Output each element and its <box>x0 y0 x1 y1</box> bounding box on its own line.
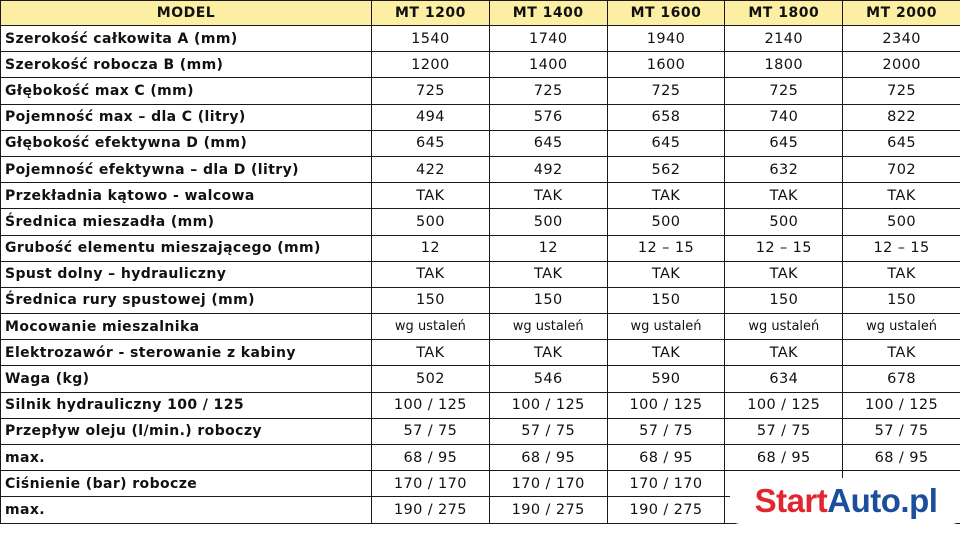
row-label: Mocowanie mieszalnika <box>1 314 372 340</box>
cell-value: 546 <box>489 366 607 392</box>
header-row <box>1 1 960 26</box>
cell-value: TAK <box>607 340 725 366</box>
cell-value: 170 / 170 <box>489 471 607 497</box>
table-row <box>1 340 960 366</box>
cell-value: 150 <box>725 287 843 313</box>
cell-value: 68 / 95 <box>489 445 607 471</box>
row-label: Spust dolny – hydrauliczny <box>1 261 372 287</box>
cell-value: 1940 <box>607 26 725 52</box>
cell-value: TAK <box>372 183 490 209</box>
cell-value: TAK <box>725 183 843 209</box>
header-mt-2000: MT 2000 <box>843 1 960 26</box>
cell-value: 492 <box>489 156 607 182</box>
table-row <box>1 209 960 235</box>
cell-value: TAK <box>843 183 960 209</box>
cell-value: 645 <box>843 130 960 156</box>
cell-value: TAK <box>489 261 607 287</box>
cell-value: 150 <box>607 287 725 313</box>
cell-value: TAK <box>372 340 490 366</box>
cell-value: 170 / 170 <box>607 471 725 497</box>
cell-value: 740 <box>725 104 843 130</box>
row-label: Grubość elementu mieszającego (mm) <box>1 235 372 261</box>
cell-value: 12 – 15 <box>725 235 843 261</box>
cell-value: 590 <box>607 366 725 392</box>
cell-value: 725 <box>607 78 725 104</box>
cell-value: 562 <box>607 156 725 182</box>
row-label: Pojemność max – dla C (litry) <box>1 104 372 130</box>
row-label: Średnica mieszadła (mm) <box>1 209 372 235</box>
cell-value: 500 <box>489 209 607 235</box>
table-row <box>1 314 960 340</box>
cell-value: 576 <box>489 104 607 130</box>
row-label: Głębokość max C (mm) <box>1 78 372 104</box>
cell-value: 1200 <box>372 52 490 78</box>
cell-value: 100 / 125 <box>843 392 960 418</box>
cell-value: 1400 <box>489 52 607 78</box>
cell-value: 725 <box>843 78 960 104</box>
cell-value: TAK <box>607 183 725 209</box>
cell-value: 57 / 75 <box>725 418 843 444</box>
cell-value: 678 <box>843 366 960 392</box>
cell-value: 494 <box>372 104 490 130</box>
cell-value: 190 / 275 <box>489 497 607 523</box>
cell-value: 190 / 275 <box>372 497 490 523</box>
cell-value: 725 <box>372 78 490 104</box>
header-mt-1800: MT 1800 <box>725 1 843 26</box>
cell-value: 502 <box>372 366 490 392</box>
row-label: Pojemność efektywna – dla D (litry) <box>1 156 372 182</box>
table-row <box>1 183 960 209</box>
table-row <box>1 445 960 471</box>
cell-value: 702 <box>843 156 960 182</box>
cell-value: 822 <box>843 104 960 130</box>
table-row <box>1 287 960 313</box>
cell-value: wg ustaleń <box>607 314 725 340</box>
row-label: max. <box>1 497 372 523</box>
cell-value: 68 / 95 <box>725 445 843 471</box>
cell-value: 57 / 75 <box>607 418 725 444</box>
cell-value: 500 <box>607 209 725 235</box>
header-mt-1200: MT 1200 <box>372 1 490 26</box>
cell-value: wg ustaleń <box>843 314 960 340</box>
cell-value: 100 / 125 <box>372 392 490 418</box>
table-row <box>1 52 960 78</box>
cell-value: TAK <box>725 340 843 366</box>
cell-value: 170 / 170 <box>372 471 490 497</box>
cell-value: 500 <box>725 209 843 235</box>
cell-value: 2340 <box>843 26 960 52</box>
cell-value: TAK <box>372 261 490 287</box>
row-label: Przepływ oleju (l/min.) roboczy <box>1 418 372 444</box>
table-row <box>1 418 960 444</box>
cell-value: 725 <box>725 78 843 104</box>
cell-value: 12 – 15 <box>607 235 725 261</box>
header-mt-1400: MT 1400 <box>489 1 607 26</box>
cell-value: 68 / 95 <box>372 445 490 471</box>
cell-value: 68 / 95 <box>607 445 725 471</box>
table-row <box>1 366 960 392</box>
cell-value: 645 <box>607 130 725 156</box>
table-row <box>1 156 960 182</box>
cell-value: 1800 <box>725 52 843 78</box>
cell-value: 12 <box>372 235 490 261</box>
cell-value: 1600 <box>607 52 725 78</box>
table-row <box>1 392 960 418</box>
table-row <box>1 78 960 104</box>
row-label: Szerokość robocza B (mm) <box>1 52 372 78</box>
cell-value: 645 <box>489 130 607 156</box>
table-row <box>1 26 960 52</box>
cell-value: 150 <box>489 287 607 313</box>
cell-value: 500 <box>372 209 490 235</box>
row-label: max. <box>1 445 372 471</box>
row-label: Silnik hydrauliczny 100 / 125 <box>1 392 372 418</box>
cell-value: 57 / 75 <box>489 418 607 444</box>
cell-value: 2140 <box>725 26 843 52</box>
cell-value: 632 <box>725 156 843 182</box>
cell-value: 100 / 125 <box>489 392 607 418</box>
header-mt-1600: MT 1600 <box>607 1 725 26</box>
cell-value: 100 / 125 <box>607 392 725 418</box>
cell-value: 1740 <box>489 26 607 52</box>
row-label: Ciśnienie (bar) robocze <box>1 471 372 497</box>
watermark-start: Start <box>754 482 828 519</box>
cell-value: wg ustaleń <box>725 314 843 340</box>
cell-value: TAK <box>607 261 725 287</box>
cell-value: 658 <box>607 104 725 130</box>
row-label: Głębokość efektywna D (mm) <box>1 130 372 156</box>
cell-value: wg ustaleń <box>489 314 607 340</box>
cell-value: 1540 <box>372 26 490 52</box>
cell-value: 12 – 15 <box>843 235 960 261</box>
cell-value: TAK <box>489 183 607 209</box>
cell-value: 190 / 275 <box>607 497 725 523</box>
cell-value: TAK <box>725 261 843 287</box>
cell-value: TAK <box>843 340 960 366</box>
row-label: Przekładnia kątowo - walcowa <box>1 183 372 209</box>
table-row <box>1 130 960 156</box>
cell-value: 725 <box>489 78 607 104</box>
cell-value: 634 <box>725 366 843 392</box>
cell-value: 150 <box>843 287 960 313</box>
spec-body <box>1 26 960 524</box>
cell-value: 500 <box>843 209 960 235</box>
table-row <box>1 261 960 287</box>
cell-value: 12 <box>489 235 607 261</box>
startauto-watermark <box>730 478 960 524</box>
cell-value: TAK <box>843 261 960 287</box>
header-model: MODEL <box>1 1 372 26</box>
watermark-auto: Auto.pl <box>827 482 938 519</box>
cell-value: 645 <box>372 130 490 156</box>
row-label: Elektrozawór - sterowanie z kabiny <box>1 340 372 366</box>
cell-value: 2000 <box>843 52 960 78</box>
cell-value: 57 / 75 <box>843 418 960 444</box>
table-row <box>1 104 960 130</box>
cell-value: 57 / 75 <box>372 418 490 444</box>
row-label: Waga (kg) <box>1 366 372 392</box>
row-label: Szerokość całkowita A (mm) <box>1 26 372 52</box>
cell-value: TAK <box>489 340 607 366</box>
cell-value: 645 <box>725 130 843 156</box>
table-row <box>1 235 960 261</box>
cell-value: wg ustaleń <box>372 314 490 340</box>
cell-value: 68 / 95 <box>843 445 960 471</box>
cell-value: 100 / 125 <box>725 392 843 418</box>
cell-value: 150 <box>372 287 490 313</box>
row-label: Średnica rury spustowej (mm) <box>1 287 372 313</box>
cell-value: 422 <box>372 156 490 182</box>
